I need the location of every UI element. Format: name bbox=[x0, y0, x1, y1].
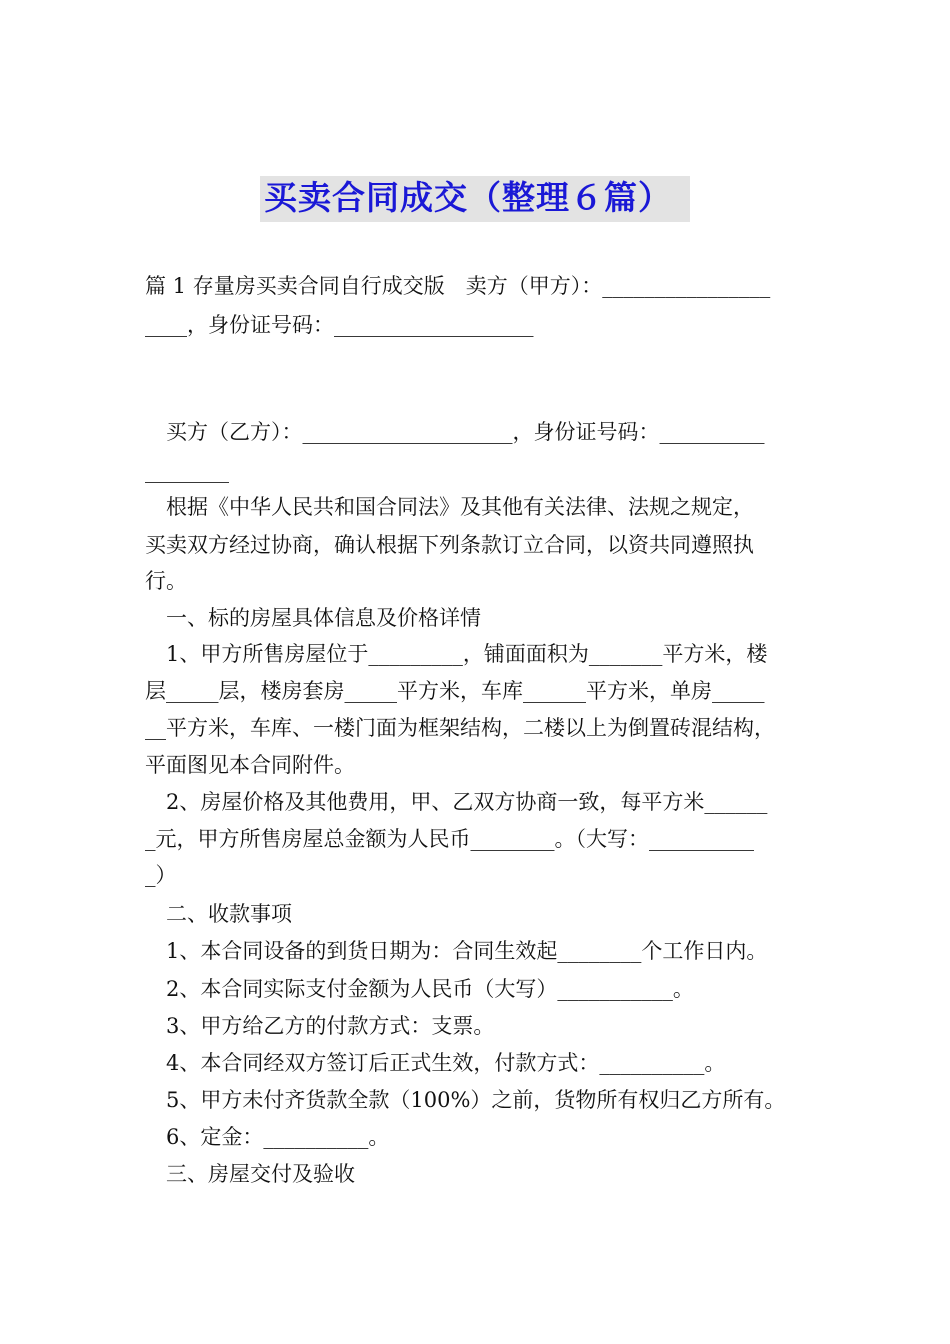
text-line: 买方（乙方）：____________________，身份证号码：__________ bbox=[145, 420, 765, 444]
section-heading: 三、房屋交付及验收 bbox=[145, 1162, 355, 1186]
text-line: 买卖双方经过协商，确认根据下列条款订立合同，以资共同遵照执 bbox=[145, 533, 754, 557]
section-heading: 一、标的房屋具体信息及价格详情 bbox=[145, 606, 481, 630]
text-line: 行。 bbox=[145, 569, 187, 593]
text-line: _元，甲方所售房屋总金额为人民币________。（大写：__________ bbox=[145, 827, 754, 851]
text-line: 4、本合同经双方签订后正式生效，付款方式：__________。 bbox=[145, 1051, 726, 1075]
text-line: 根据《中华人民共和国合同法》及其他有关法律、法规之规定， bbox=[145, 495, 754, 519]
text-line: 层_____层，楼房套房_____平方米，车库______平方米，单房_____ bbox=[145, 679, 765, 703]
text-line: 2、房屋价格及其他费用，甲、乙双方协商一致，每平方米______ bbox=[145, 790, 768, 814]
text-line: ________ bbox=[145, 459, 229, 483]
title-container bbox=[0, 176, 950, 222]
text-line: 6、定金：__________。 bbox=[145, 1125, 390, 1149]
text-line: ____，身份证号码：___________________ bbox=[145, 313, 534, 337]
text-line: 1、本合同设备的到货日期为：合同生效起________个工作日内。 bbox=[145, 939, 768, 963]
section-heading: 二、收款事项 bbox=[145, 902, 292, 926]
text-line: 2、本合同实际支付金额为人民币（大写）___________。 bbox=[145, 977, 694, 1001]
document-title: 买卖合同成交（整理６篇） bbox=[260, 176, 690, 222]
text-line: _） bbox=[145, 863, 177, 887]
text-line: 平面图见本合同附件。 bbox=[145, 753, 355, 777]
text-line: 1、甲方所售房屋位于_________，铺面面积为_______平方米，楼 bbox=[145, 642, 768, 666]
text-line: 3、甲方给乙方的付款方式：支票。 bbox=[145, 1014, 495, 1038]
text-line: 5、甲方未付齐货款全款（100%）之前，货物所有权归乙方所有。 bbox=[145, 1088, 786, 1112]
text-line: 篇 1 存量房买卖合同自行成交版 卖方（甲方）：________________ bbox=[145, 274, 771, 298]
text-line: __平方米，车库、一楼门面为框架结构，二楼以上为倒置砖混结构， bbox=[145, 716, 775, 740]
